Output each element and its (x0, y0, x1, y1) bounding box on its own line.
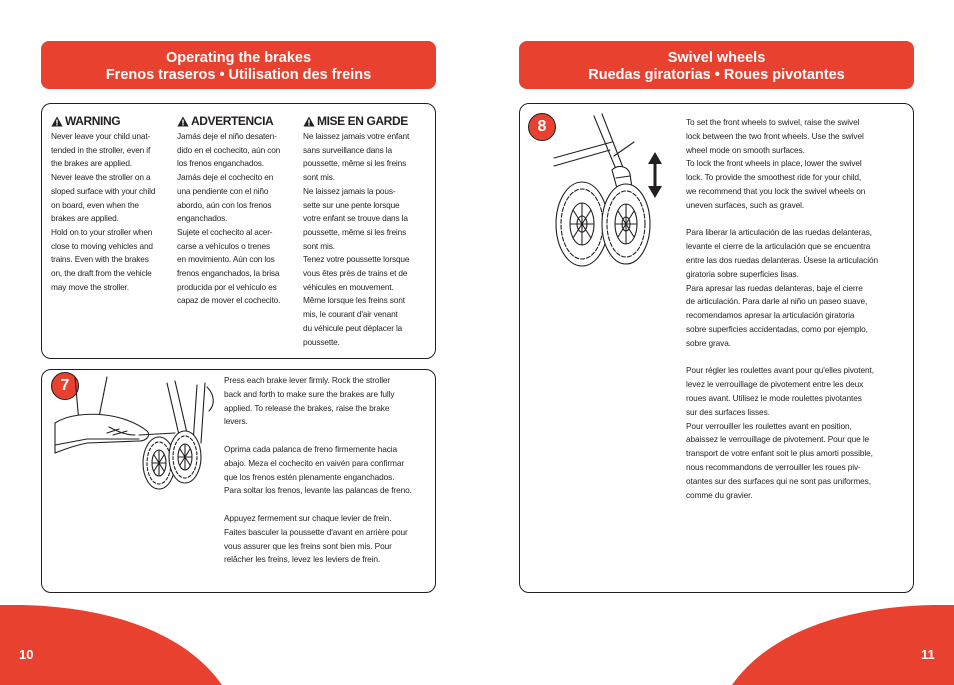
warning-line: brakes are applied. (51, 213, 119, 224)
instruction-line: sobre superficies accidentadas, como por ejemplo, (686, 323, 868, 334)
instruction-line: vous assurer que les freins sont bien mis. Pour (224, 540, 392, 551)
warning-line: may move the stroller. (51, 281, 129, 292)
warning-line: votre enfant se trouve dans la (303, 213, 408, 224)
instruction-line: nous recommandons de verrouiller les roues piv- (686, 461, 861, 472)
warning-english (51, 114, 173, 294)
mise-en-garde-text (303, 130, 431, 349)
instruction-line: Pour verrouiller les roulettes avant en position, (686, 420, 852, 431)
warning-line: on, the draft from the vehicle (51, 268, 152, 279)
warning-line: abordo, aún con los frenos (177, 199, 272, 210)
instruction-line: relâcher les freins, levez les leviers de frein. (224, 554, 381, 565)
instruction-line: Pour régler les roulettes avant pour qu'elles pivotent, (686, 365, 874, 376)
step-7-instructions (224, 374, 434, 581)
instruction-line: wheel mode on smooth surfaces. (686, 144, 805, 155)
warning-line: on board, even when the (51, 199, 139, 210)
instruction-line: levers. (224, 416, 248, 427)
advertencia-text (177, 130, 299, 308)
swivel-wheel-illustration (552, 112, 682, 272)
right-header-subtitle: Ruedas giratorias • Roues pivotantes (588, 67, 845, 83)
instruction-paragraph (686, 226, 908, 350)
step-8-instructions (686, 116, 908, 516)
instruction-paragraph (224, 374, 434, 429)
warning-line: producida por el vehículo es (177, 281, 277, 292)
page-number-left: 10 (19, 647, 34, 662)
warning-line: sont mis. (303, 240, 335, 251)
left-header-title: Operating the brakes (165, 50, 312, 66)
warning-line: Hold on to your stroller when (51, 226, 153, 237)
instruction-line: comme du gravier. (686, 489, 753, 500)
step-8-badge: 8 (528, 113, 556, 141)
warning-line: Même lorsque les freins sont (303, 295, 405, 306)
instruction-line: applied. To release the brakes, raise the brake (224, 402, 390, 413)
warning-triangle-icon (303, 116, 315, 127)
instruction-line: entre las dos ruedas delanteras. Úsese la articulación (686, 254, 878, 265)
left-header-subtitle: Frenos traseros • Utilisation des freins (105, 67, 372, 83)
left-section-header (41, 41, 436, 89)
warning-line: trains. Even with the brakes (51, 254, 149, 265)
warning-french (303, 114, 431, 349)
instruction-line: Press each brake lever firmly. Rock the stroller (224, 375, 391, 385)
warning-line: Ne laissez jamais la pous- (303, 185, 396, 196)
warning-line: frenos enganchados, la brisa (177, 268, 280, 279)
instruction-line: otantes sur des surfaces qui ne sont pas uniformes, (686, 475, 871, 486)
warning-line: sont mis. (303, 172, 335, 183)
warning-line: Sujete el cochecito al acer- (177, 226, 273, 237)
warning-line: Tenez votre poussette lorsque (303, 254, 410, 265)
instruction-line: Appuyez fermement sur chaque levier de frein. (224, 512, 392, 523)
instruction-line: Oprima cada palanca de freno firmemente hacia (224, 443, 398, 454)
instruction-line: que los frenos estén plenamente enganchados. (224, 471, 395, 482)
instruction-line: giratoria sobre superficies lisas. (686, 268, 799, 279)
warning-line: vous êtes près de trains et de (303, 268, 408, 279)
warning-line: the brakes are applied. (51, 158, 132, 169)
page-number-right: 11 (921, 647, 935, 662)
instruction-line: Para apresar las ruedas delanteras, baje el cierre (686, 282, 863, 293)
warning-line: carse a vehículos o trenes (177, 240, 270, 251)
instruction-line: back and forth to make sure the brakes are fully (224, 388, 395, 399)
brake-foot-illustration (47, 375, 217, 500)
warning-line: enganchados. (177, 213, 228, 224)
warning-line: en movimiento. Aún con los (177, 254, 275, 265)
instruction-line: levante el cierre de la articulación que se encuentra (686, 241, 871, 252)
warning-line: du véhicule peut déplacer la (303, 322, 403, 333)
instruction-line: Para liberar la articulación de las ruedas delanteras, (686, 227, 872, 238)
warning-line: dido en el cochecito, aún con (177, 144, 281, 155)
mise-en-garde-title: MISE EN GARDE (303, 114, 431, 128)
instruction-paragraph (686, 364, 908, 502)
right-section-header (519, 41, 914, 89)
warning-line: tended in the stroller, even if (51, 144, 151, 155)
warning-line: Never leave the stroller on a (51, 172, 151, 183)
warning-line: una pendiente con el niño (177, 185, 269, 196)
instruction-line: lock between the two front wheels. Use the swivel (686, 130, 864, 141)
instruction-line: de articulación. Para darle al niño un paseo suave, (686, 296, 868, 307)
warning-spanish (177, 114, 299, 308)
left-page-corner-shape (0, 605, 230, 685)
instruction-line: sur des surfaces lisses. (686, 406, 770, 417)
warning-title: WARNING (51, 114, 173, 128)
warning-line: sloped surface with your child (51, 185, 156, 196)
advertencia-title: ADVERTENCIA (177, 114, 299, 128)
instruction-line: we recommend that you lock the swivel wheels on (686, 185, 866, 196)
instruction-line: Faites basculer la poussette d'avant en arrière pour (224, 526, 408, 537)
instruction-line: To set the front wheels to swivel, raise the swivel (686, 117, 860, 127)
warning-line: los frenos enganchados. (177, 158, 264, 169)
warning-line: véhicules en mouvement. (303, 281, 394, 292)
warning-line: poussette. (303, 336, 340, 347)
warning-text (51, 130, 173, 294)
warning-line: mis, le courant d'air venant (303, 309, 398, 320)
instruction-line: To lock the front wheels in place, lower the swivel (686, 158, 862, 169)
instruction-paragraph (686, 116, 908, 213)
instruction-paragraph (224, 443, 434, 498)
instruction-line: roues avant. Utilisez le mode roulettes pivotantes (686, 392, 862, 403)
instruction-line: Para soltar los frenos, levante las palancas de freno. (224, 485, 412, 496)
right-header-title: Swivel wheels (667, 50, 766, 66)
instruction-line: transport de votre enfant soit le plus amorti possible, (686, 448, 873, 459)
warning-triangle-icon (51, 116, 63, 127)
warning-triangle-icon (177, 116, 189, 127)
warning-line: poussette, même si les freins (303, 226, 407, 237)
warning-line: sette sur une pente lorsque (303, 199, 400, 210)
warning-line: Jamás deje el cochecito en (177, 172, 274, 183)
warning-line: Never leave your child unat- (51, 131, 151, 141)
instruction-line: recomendamos apresar la articulación giratoria (686, 310, 855, 321)
step-7-badge: 7 (51, 372, 79, 400)
instruction-line: uneven surfaces, such as gravel. (686, 199, 805, 210)
instruction-line: abaissez le verrouillage de pivotement. Pour que le (686, 434, 870, 445)
warning-line: Ne laissez jamais votre enfant (303, 131, 410, 141)
warning-line: close to moving vehicles and (51, 240, 153, 251)
instruction-line: abajo. Meza el cochecito en vaivén para confirmar (224, 457, 405, 468)
warning-line: sans surveillance dans la (303, 144, 392, 155)
warning-line: capaz de mover el cochecito. (177, 295, 281, 306)
warning-line: Jamás deje el niño desaten- (177, 131, 277, 141)
instruction-line: lock. To provide the smoothest ride for your child, (686, 172, 862, 183)
instruction-line: levez le verrouillage de pivotement entre les deux (686, 379, 864, 390)
warning-line: poussette, même si les freins (303, 158, 407, 169)
instruction-paragraph (224, 512, 434, 567)
right-page-corner-shape (724, 605, 954, 685)
instruction-line: sobre grava. (686, 337, 731, 348)
